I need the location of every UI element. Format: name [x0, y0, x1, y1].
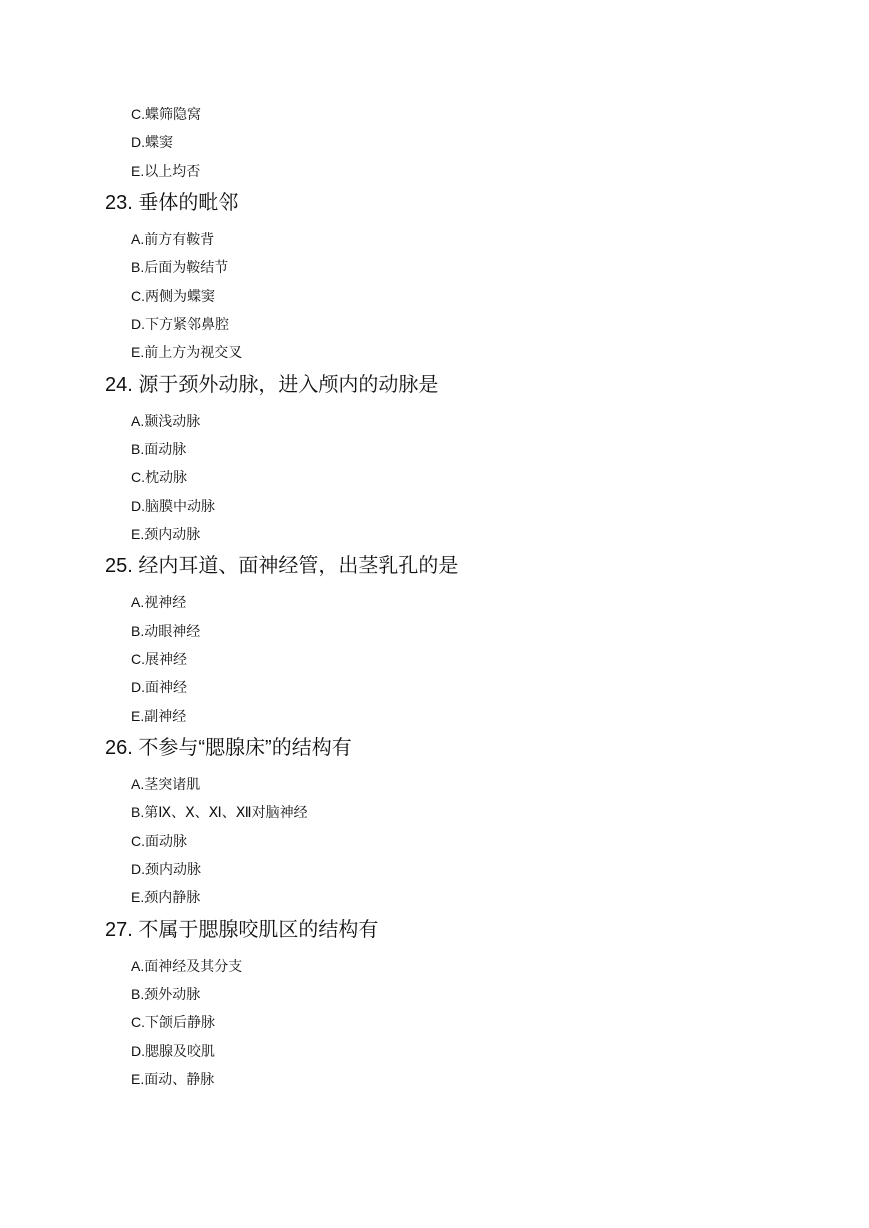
- option-e: E.前上方为视交叉: [131, 344, 243, 360]
- option-d: D.腮腺及咬肌: [131, 1043, 215, 1059]
- option-b: B.面动脉: [131, 441, 187, 457]
- option-d: D.蝶窦: [131, 134, 173, 150]
- question-number: 25.: [105, 555, 133, 577]
- question-24: [105, 372, 438, 398]
- option-a: A.面神经及其分支: [131, 958, 243, 974]
- option-a: A.视神经: [131, 594, 187, 610]
- option-e: E.颈内静脉: [131, 889, 201, 905]
- question-number: 27.: [105, 919, 133, 941]
- option-a: A.颞浅动脉: [131, 413, 201, 429]
- question-26: [105, 735, 352, 761]
- question-number: 24.: [105, 374, 133, 396]
- option-b: B.后面为鞍结节: [131, 259, 229, 275]
- question-27: [105, 917, 378, 943]
- option-e: E.面动、静脉: [131, 1071, 215, 1087]
- option-e: E.副神经: [131, 708, 187, 724]
- option-e: E.颈内动脉: [131, 526, 201, 542]
- option-c: C.两侧为蝶窦: [131, 288, 215, 304]
- option-a: A.前方有鞍背: [131, 231, 215, 247]
- question-text: 经内耳道、面神经管，出茎乳孔的是: [138, 555, 459, 577]
- option-c: C.蝶筛隐窝: [131, 106, 201, 122]
- option-b: B.颈外动脉: [131, 986, 201, 1002]
- option-c: C.下颌后静脉: [131, 1014, 215, 1030]
- option-c: C.面动脉: [131, 833, 187, 849]
- option-d: D.颈内动脉: [131, 861, 201, 877]
- question-25: [105, 553, 458, 579]
- question-23: [105, 190, 238, 216]
- option-d: D.面神经: [131, 679, 187, 695]
- option-b: B.第Ⅸ、Ⅹ、Ⅺ、Ⅻ对脑神经: [131, 804, 308, 820]
- option-d: D.下方紧邻鼻腔: [131, 316, 229, 332]
- question-text: 不属于腮腺咬肌区的结构有: [138, 919, 379, 941]
- option-c: C.展神经: [131, 651, 187, 667]
- option-c: C.枕动脉: [131, 469, 187, 485]
- option-b: B.动眼神经: [131, 623, 201, 639]
- question-text: 不参与“腮腺床”的结构有: [138, 737, 352, 759]
- question-number: 26.: [105, 737, 133, 759]
- question-text: 源于颈外动脉，进入颅内的动脉是: [138, 374, 439, 396]
- option-e: E.以上均否: [131, 163, 201, 179]
- option-a: A.茎突诸肌: [131, 776, 201, 792]
- question-text: 垂体的毗邻: [138, 192, 239, 214]
- question-number: 23.: [105, 192, 133, 214]
- option-d: D.脑膜中动脉: [131, 498, 215, 514]
